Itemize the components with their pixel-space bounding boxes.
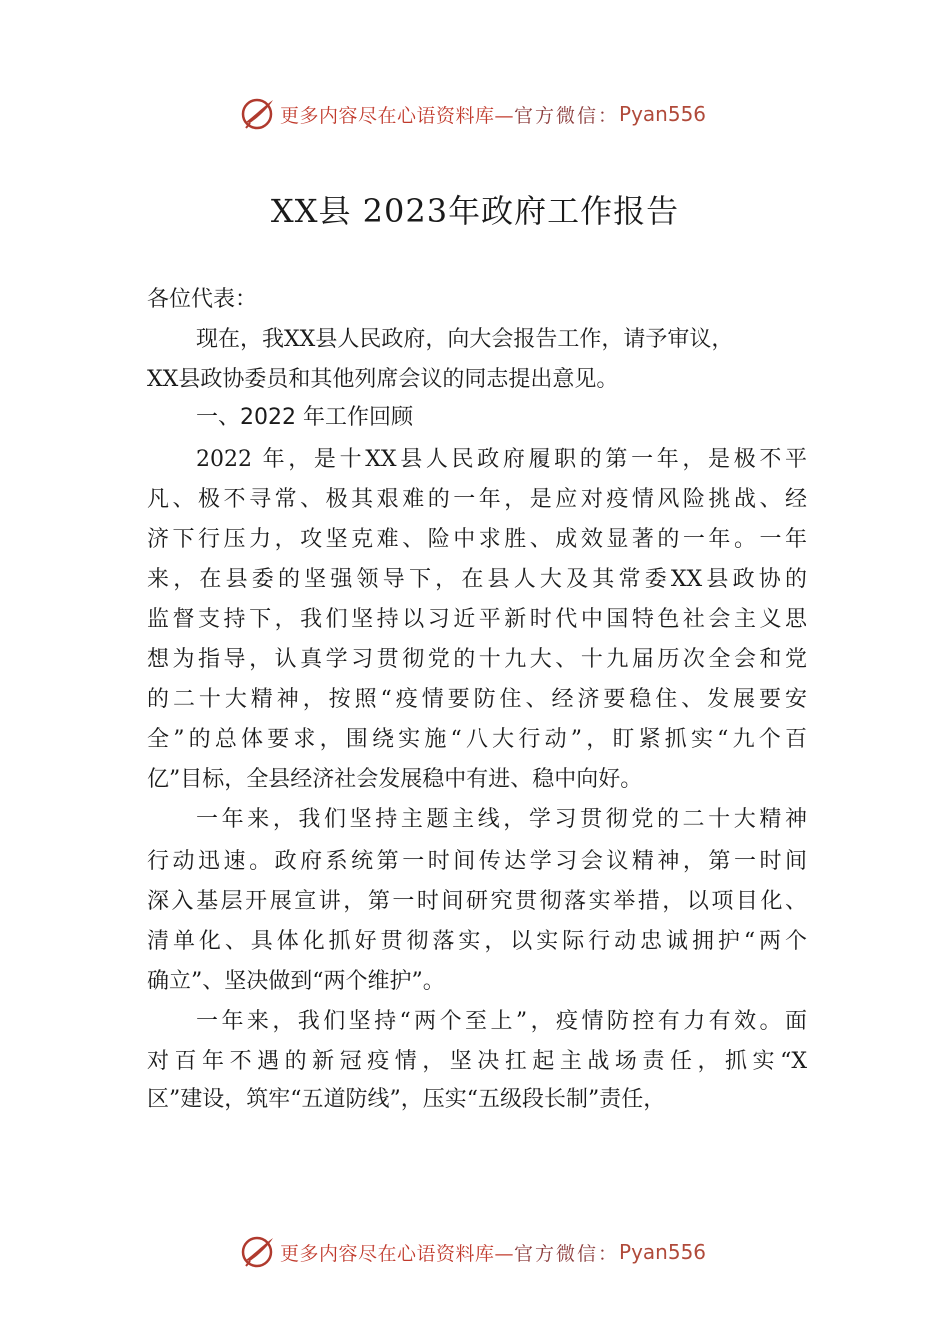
body-line: 监督支持下，我们坚持以习近平新时代中国特色社会主义思 [147,607,807,632]
body-line: 凡、极不寻常、极其艰难的一年，是应对疫情风险挑战、经 [147,487,807,512]
body-line: 全”的总体要求，围绕实施“八大行动”，盯紧抓实“九个百 [147,727,807,752]
footer-banner [240,1232,740,1272]
section-heading: 一、2022 年工作回顾 [196,405,413,430]
body-line: 现在，我XX县人民政府，向大会报告工作，请予审议， [196,327,734,352]
body-line: XX县政协委员和其他列席会议的同志提出意见。 [147,367,619,392]
body-line: 行动迅速。政府系统第一时间传达学习会议精神，第一时间 [147,849,807,874]
banner-wechat-account: Pyan556 [619,102,707,126]
banner-wechat-label: 官方微信： [514,104,620,127]
body-line: 济下行压力，攻坚克难、险中求胜、成效显著的一年。一年 [147,527,807,552]
body-line: 一年来，我们坚持主题主线，学习贯彻党的二十大精神 [196,807,807,832]
banner-wechat-account: Pyan556 [619,1240,707,1264]
banner-promo-text: 更多内容尽在心语资料库— [280,1242,515,1265]
quill-pen-logo-icon [240,96,276,132]
header-banner [240,94,740,134]
banner-promo-text: 更多内容尽在心语资料库— [280,104,515,127]
body-line: 来，在县委的坚强领导下，在县人大及其常委XX县政协的 [147,567,807,592]
body-line: 亿”目标，全县经济社会发展稳中有进、稳中向好。 [147,767,643,792]
body-line: 区”建设，筑牢“五道防线”，压实“五级段长制”责任， [147,1087,666,1112]
body-line: 2022 年，是十XX县人民政府履职的第一年，是极不平 [196,447,807,472]
body-line: 深入基层开展宣讲，第一时间研究贯彻落实举措，以项目化、 [147,889,807,914]
body-line: 想为指导，认真学习贯彻党的十九大、十九届历次全会和党 [147,647,807,672]
body-line: 的二十大精神，按照“疫情要防住、经济要稳住、发展要安 [147,687,807,712]
banner-wechat-label: 官方微信： [514,1242,620,1265]
quill-pen-logo-icon [240,1234,276,1270]
document-title: XX县 2023年政府工作报告 [270,192,680,230]
body-line: 确立”、坚决做到“两个维护”。 [147,969,445,994]
body-line: 对百年不遇的新冠疫情，坚决扛起主战场责任，抓实“X [147,1049,807,1074]
body-line: 清单化、具体化抓好贯彻落实，以实际行动忠诚拥护“两个 [147,929,807,954]
salutation: 各位代表： [147,287,258,312]
body-line: 一年来，我们坚持“两个至上”，疫情防控有力有效。面 [196,1009,807,1034]
